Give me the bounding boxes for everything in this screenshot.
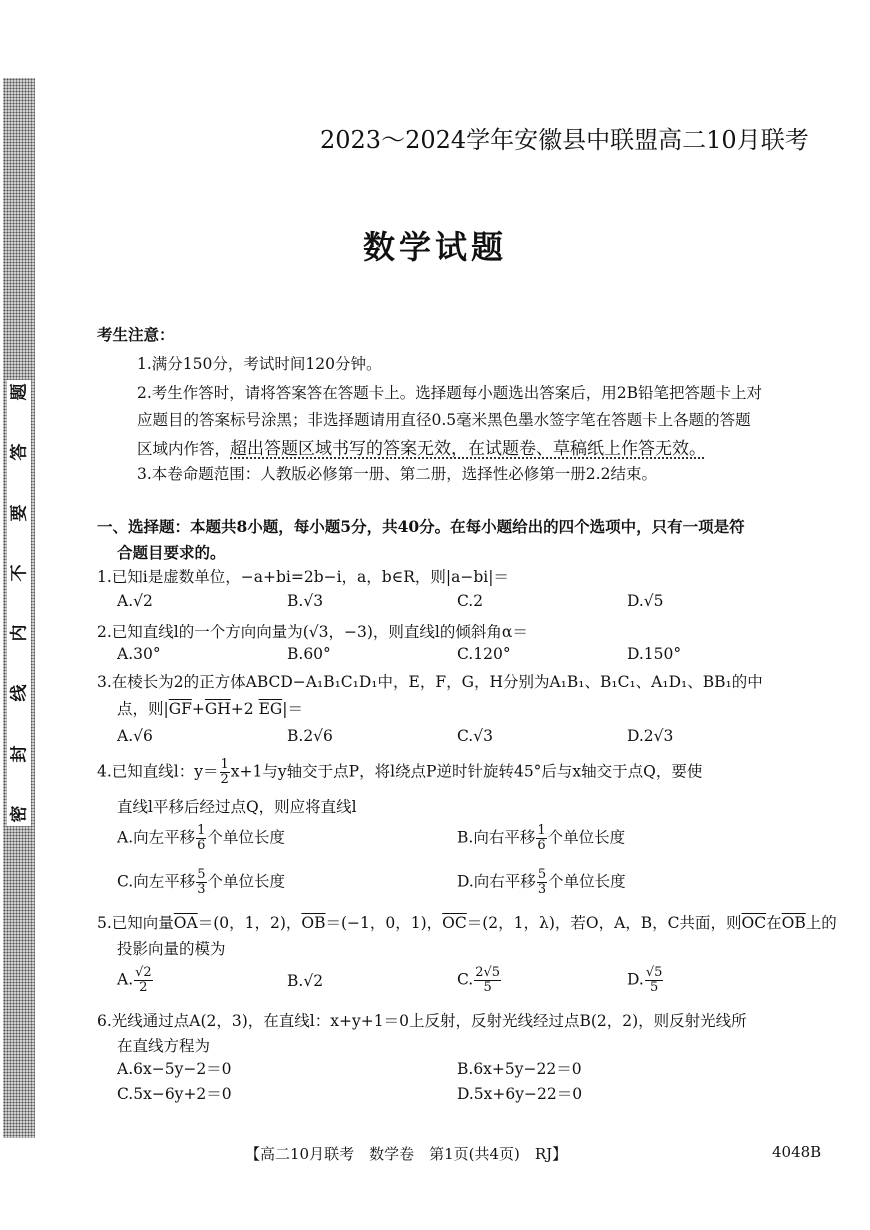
numerator: 1 <box>220 757 229 772</box>
question-6-stem: 6.光线通过点A(2，3)，在直线l：x+y+1＝0上反射，反射光线经过点B(2，2)，则反射光线所 <box>97 1012 747 1030</box>
fraction <box>645 966 664 995</box>
seal-char: 线 <box>9 684 29 702</box>
question-5-stem-cont: 投影向量的模为 <box>117 940 226 958</box>
paper-code: 4048B <box>772 1143 822 1161</box>
option-text: 个单位长度 <box>207 828 285 847</box>
vector-ob: $\overline{OB}$ <box>781 914 806 932</box>
notice-item-line <box>137 434 706 459</box>
option-text: C.向左平移 <box>117 872 196 891</box>
q2-option-c: C.120° <box>457 645 511 663</box>
q4-text: x+1与y轴交于点P，将l绕点P逆时针旋转45°后与x轴交于点Q，要使 <box>230 762 703 781</box>
notice-heading: 考生注意： <box>97 325 175 344</box>
denominator: 5 <box>483 980 492 995</box>
q6-option-b: B.6x+5y−22＝0 <box>457 1060 582 1078</box>
question-6-stem-cont: 在直线方程为 <box>117 1037 211 1055</box>
q2-option-a: A.30° <box>117 645 161 663</box>
seal-line-text <box>7 380 31 826</box>
q3-option-c: C.√3 <box>457 727 493 745</box>
seal-char: 密 <box>9 805 29 823</box>
seal-char: 不 <box>9 564 29 582</box>
q5-text: 5.已知向量 <box>97 914 174 932</box>
q2-option-d: D.150° <box>627 645 682 663</box>
notice-item: 2.考生作答时，请将答案答在答题卡上。选择题每小题选出答案后，用2B铅笔把答题卡上对 <box>137 384 763 402</box>
question-5-stem <box>97 911 837 933</box>
notice-emphasis: 超出答题区域书写的答案无效，在试题卷、草稿纸上作答无效。 <box>230 439 707 459</box>
q6-option-a: A.6x−5y−2＝0 <box>117 1060 232 1078</box>
q6-option-d: D.5x+6y−22＝0 <box>457 1085 583 1103</box>
question-2-stem: 2.已知直线l的一个方向向量为(√3，−3)，则直线l的倾斜角α＝ <box>97 623 528 641</box>
question-4-stem-cont: 直线l平移后经过点Q，则应将直线l <box>117 798 357 816</box>
q3-text: +2 <box>230 700 259 718</box>
vector-oa: $\overline{OA}$ <box>173 914 198 932</box>
q1-option-c: C.2 <box>457 592 484 610</box>
section-heading-cont: 合题目要求的。 <box>117 543 226 562</box>
question-3-stem: 3.在棱长为2的正方体ABCD−A₁B₁C₁D₁中，E，F，G，H分别为A₁B₁、B₁C₁、A₁D₁、BB₁的中 <box>97 673 763 691</box>
q5-option-a <box>117 966 154 995</box>
numerator: √5 <box>645 965 663 980</box>
question-1-stem: 1.已知i是虚数单位，−a+bi=2b−i，a，b∈R，则|a−bi|＝ <box>97 568 509 586</box>
option-text: D.向右平移 <box>457 872 536 891</box>
notice-text: 区域内作答， <box>137 440 231 458</box>
option-text: D. <box>627 970 644 989</box>
option-text: B.向右平移 <box>457 828 536 847</box>
numerator: 1 <box>197 823 206 838</box>
q1-option-b: B.√3 <box>287 592 324 610</box>
option-text: 个单位长度 <box>207 872 286 891</box>
numerator: √2 <box>135 965 152 980</box>
q1-option-a: A.√2 <box>117 592 153 610</box>
fraction <box>196 824 206 853</box>
denominator: 3 <box>537 882 547 897</box>
denominator: 3 <box>197 882 206 897</box>
q5-option-b: B.√2 <box>287 972 324 990</box>
question-3-stem-cont <box>117 697 303 719</box>
notice-item: 应题目的答案标号涂黑；非选择题请用直径0.5毫米黑色墨水签字笔在答题卡上各题的答题 <box>137 411 751 429</box>
vector-oc: $\overline{OC}$ <box>741 914 767 932</box>
denominator: 2 <box>139 980 148 995</box>
numerator: 1 <box>537 823 546 838</box>
vector-eg: $\overline{EG}$ <box>258 700 283 718</box>
notice-item: 3.本卷命题范围：人教版必修第一册、第二册，选择性必修第一册2.2结束。 <box>137 465 657 483</box>
fraction <box>537 868 547 897</box>
option-text: 个单位长度 <box>548 872 626 891</box>
page-title: 数学试题 <box>362 228 507 266</box>
fraction <box>134 966 153 995</box>
q5-option-c <box>457 966 502 995</box>
q3-text: 点，则| <box>117 700 169 718</box>
q2-option-b: B.60° <box>287 645 331 663</box>
q4-option-a <box>117 824 285 853</box>
option-text: C. <box>457 970 474 989</box>
q3-option-d: D.2√3 <box>627 727 674 745</box>
question-4-stem <box>97 758 702 787</box>
denominator: 2 <box>220 772 229 787</box>
fraction <box>536 824 546 853</box>
fraction <box>196 868 206 897</box>
q4-text: 4.已知直线l：y＝ <box>97 762 219 781</box>
seal-char: 要 <box>9 504 29 522</box>
denominator: 6 <box>197 838 206 853</box>
denominator: 5 <box>649 980 659 995</box>
page-footer: 【高二10月联考 数学卷 第1页(共4页) RJ】 <box>245 1145 568 1163</box>
q6-option-c: C.5x−6y+2＝0 <box>117 1085 232 1103</box>
q3-text: + <box>191 700 205 718</box>
q1-option-d: D.√5 <box>627 592 664 610</box>
q5-text: ＝(0，1，2)， <box>197 914 302 932</box>
numerator: 5 <box>537 867 547 882</box>
q5-text: ＝(−1，0，1)， <box>325 914 443 932</box>
exam-header: 2023～2024学年安徽县中联盟高二10月联考 <box>320 126 809 154</box>
seal-char: 答 <box>9 443 29 461</box>
q5-option-d <box>627 966 664 995</box>
vector-gf: $\overline{GF}$ <box>168 700 192 718</box>
numerator: 5 <box>197 867 206 882</box>
numerator: 2√5 <box>475 965 501 980</box>
vector-ob: $\overline{OB}$ <box>301 914 326 932</box>
seal-char: 封 <box>9 745 29 763</box>
q4-option-d <box>457 868 626 897</box>
denominator: 6 <box>537 838 546 853</box>
section-heading: 一、选择题：本题共8小题，每小题5分，共40分。在每小题给出的四个选项中，只有一项是符 <box>97 517 745 536</box>
q3-option-a: A.√6 <box>117 727 153 745</box>
q4-option-b <box>457 824 625 853</box>
fraction <box>474 966 501 995</box>
seal-char: 题 <box>9 383 29 401</box>
fraction <box>220 758 230 787</box>
q3-option-b: B.2√6 <box>287 727 333 745</box>
q3-text: |＝ <box>282 700 303 718</box>
option-text: A.向左平移 <box>117 828 196 847</box>
option-text: 个单位长度 <box>547 828 626 847</box>
q5-text: 在 <box>766 914 782 932</box>
q5-text: 上的 <box>805 914 837 932</box>
q5-text: ＝(2，1，λ)，若O，A，B，C共面，则 <box>466 914 742 932</box>
vector-gh: $\overline{GH}$ <box>204 700 231 718</box>
vector-oc: $\overline{OC}$ <box>442 914 467 932</box>
notice-item: 1.满分150分，考试时间120分钟。 <box>137 355 382 373</box>
option-text: A. <box>117 970 134 989</box>
q4-option-c <box>117 868 285 897</box>
seal-char: 内 <box>9 624 29 642</box>
